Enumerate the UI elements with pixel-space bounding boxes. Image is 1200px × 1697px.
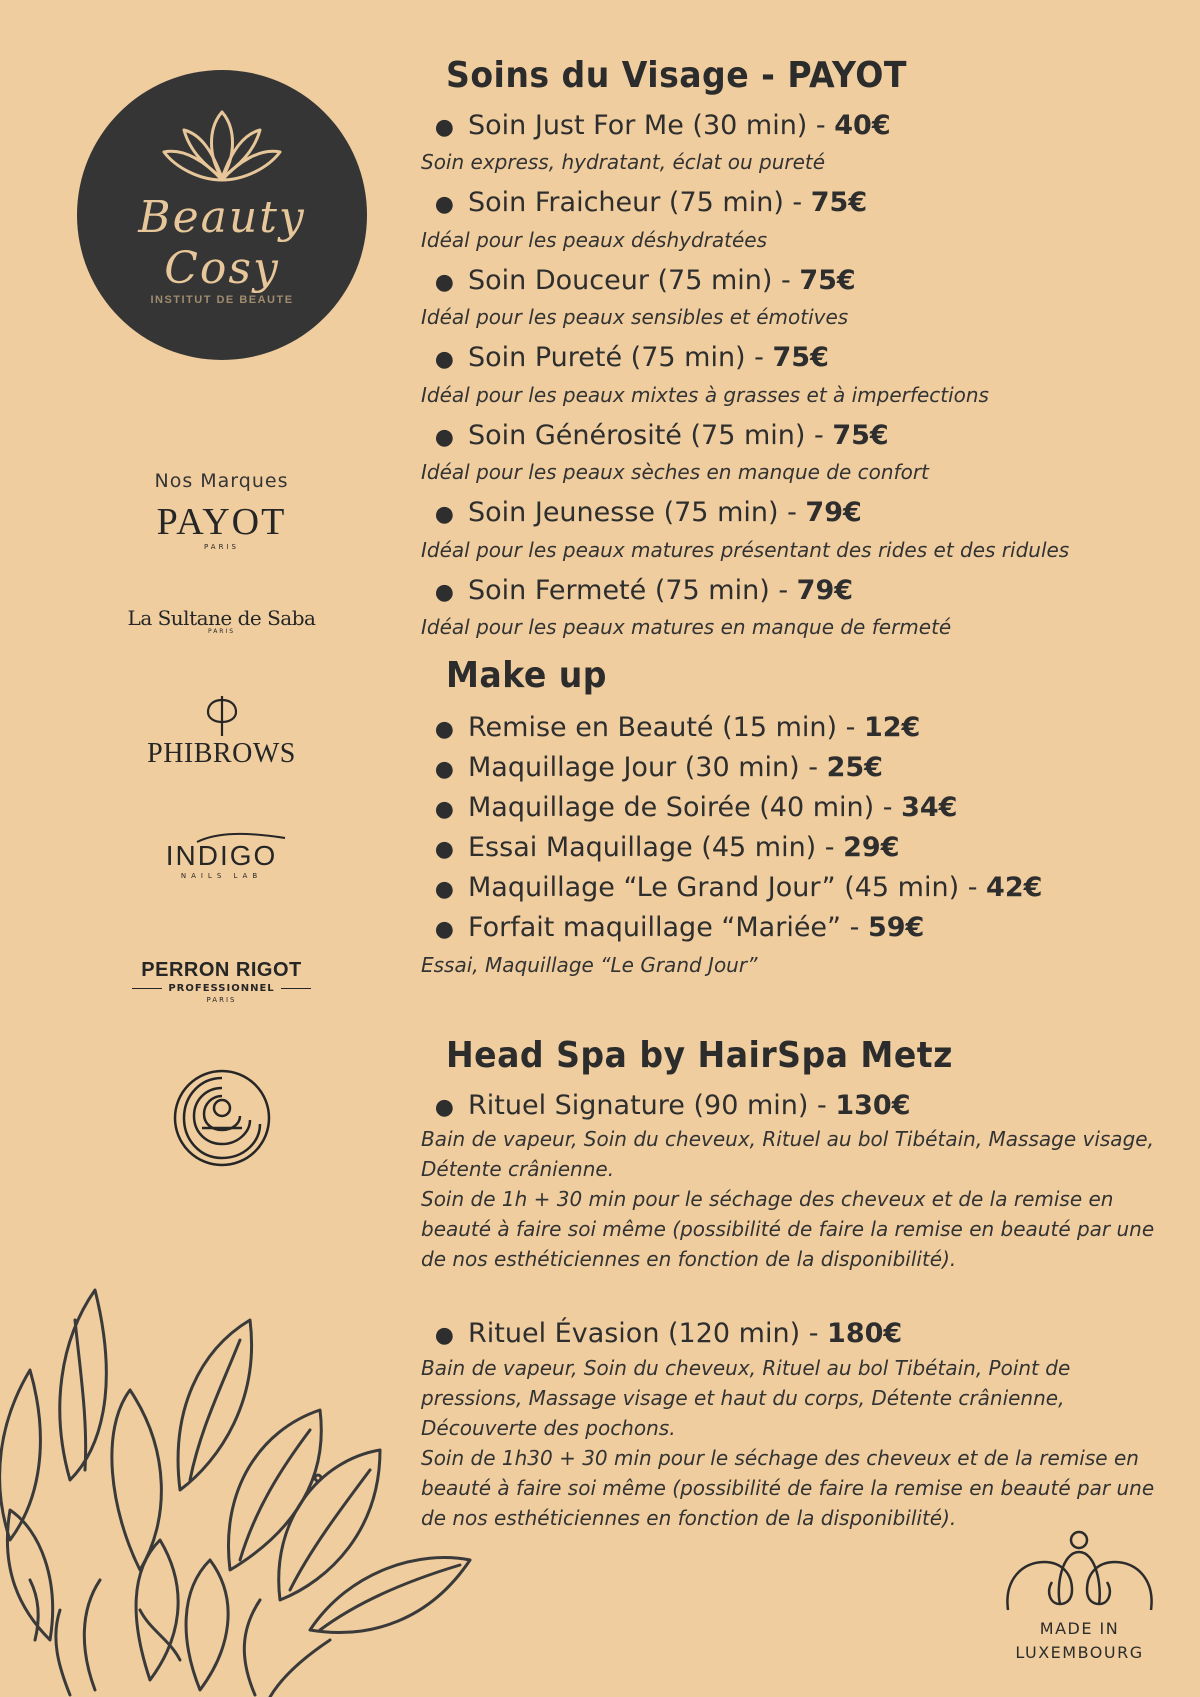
- service-price: 40€: [834, 110, 891, 141]
- service-description: Idéal pour les peaux sèches en manque de confort: [421, 460, 929, 485]
- badge-line-2: LUXEMBOURG: [1015, 1642, 1144, 1662]
- brands-title: Nos Marques: [154, 470, 289, 492]
- service-label: Forfait maquillage “Mariée” -: [468, 912, 868, 943]
- phi-symbol-icon: [202, 694, 242, 738]
- bullet-icon: ●: [434, 797, 454, 822]
- bullet-icon: ●: [434, 502, 454, 528]
- make-up-list: [421, 710, 1042, 950]
- bullet-icon: ●: [434, 269, 454, 295]
- section-make-up: [421, 655, 1042, 980]
- service-description: Soin de 1h30 + 30 min pour le séchage des cheveux et de la remise en beauté à faire soi même (possibilité de faire la remise en beauté par une de nos esthéticiennes en fonction de la disponibilité).: [421, 1445, 1155, 1530]
- list-item: [421, 790, 1042, 830]
- indigo-brand-sub: NAILS LAB: [180, 872, 263, 880]
- bullet-icon: ●: [434, 757, 454, 782]
- service-label: Soin Just For Me (30 min) -: [468, 110, 835, 141]
- service-description: Idéal pour les peaux déshydratées: [421, 227, 767, 252]
- list-item: [421, 750, 1042, 790]
- service-description: Bain de vapeur, Soin du cheveux, Rituel au bol Tibétain, Massage visage, Détente crânienne.: [421, 1127, 1154, 1182]
- service-price: 75€: [810, 187, 868, 219]
- service-label: Soin Fermeté (75 min) -: [468, 574, 797, 606]
- section-title: Soins du Visage - PAYOT: [446, 55, 907, 96]
- section-head-spa: [421, 1035, 1166, 1533]
- list-item: [421, 573, 1069, 609]
- list-item: [421, 1088, 1166, 1124]
- perron-brand-sub-row: [120, 983, 323, 994]
- bullet-icon: ●: [434, 877, 454, 902]
- service-price: 29€: [843, 832, 900, 863]
- list-item: [421, 830, 1042, 870]
- bullet-icon: ●: [434, 1095, 454, 1120]
- service-price: 79€: [796, 574, 854, 606]
- list-item: [421, 108, 1069, 144]
- payot-brand-logo: [120, 503, 323, 551]
- service-label: Soin Jeunesse (75 min) -: [468, 497, 806, 529]
- bullet-icon: ●: [434, 347, 454, 373]
- divider-line: [281, 988, 311, 989]
- list-item: [421, 710, 1042, 750]
- logo-name: Beauty Cosy: [138, 192, 306, 294]
- service-description: Idéal pour les peaux sensibles et émotives: [421, 305, 849, 330]
- service-price: 180€: [827, 1318, 903, 1350]
- list-item: [421, 263, 1069, 299]
- service-label: Rituel Évasion (120 min) -: [468, 1318, 828, 1350]
- badge-line-1: MADE IN: [1039, 1619, 1120, 1638]
- service-label: Essai Maquillage (45 min) -: [468, 832, 844, 863]
- service-label: Soin Fraicheur (75 min) -: [468, 187, 811, 219]
- service-description: Idéal pour les peaux matures présentant des rides et des ridules: [421, 537, 1070, 562]
- section-title: Head Spa by HairSpa Metz: [446, 1035, 953, 1076]
- service-price: 75€: [772, 342, 829, 374]
- list-item: [421, 910, 1042, 950]
- service-label: Soin Générosité (75 min) -: [468, 419, 833, 451]
- perron-rigot-brand-logo: [120, 960, 323, 1004]
- bullet-icon: ●: [434, 579, 454, 605]
- perron-brand-name: PERRON RIGOT: [141, 959, 302, 981]
- divider-line: [132, 988, 162, 989]
- list-item: [421, 1316, 1166, 1352]
- service-description: Soin de 1h + 30 min pour le séchage des cheveux et de la remise en beauté à faire soi même (possibilité de faire la remise en beauté par une de nos esthéticiennes en fonction de la disponibilité).: [421, 1187, 1155, 1272]
- bullet-icon: ●: [434, 717, 454, 742]
- lotus-logo-icon: [160, 108, 284, 186]
- service-price: 79€: [805, 497, 862, 529]
- service-description: Bain de vapeur, Soin du cheveux, Rituel au bol Tibétain, Point de pressions, Massage visage et haut du corps, Détente crânienne, Découverte des pochons.: [421, 1355, 1071, 1440]
- payot-brand-city: PARIS: [204, 543, 239, 551]
- hairspa-spiral-logo-icon: [172, 1068, 272, 1168]
- service-note: Essai, Maquillage “Le Grand Jour”: [421, 953, 758, 977]
- service-label: Maquillage Jour (30 min) -: [468, 752, 827, 783]
- made-in-luxembourg-badge: [1002, 1530, 1157, 1663]
- section-facial-care: [421, 55, 1069, 642]
- bullet-icon: ●: [434, 837, 454, 862]
- indigo-brand-name: INDIGO: [165, 840, 278, 871]
- spacer: [421, 1274, 1166, 1304]
- bullet-icon: ●: [434, 1323, 454, 1349]
- beauty-cosy-logo: [77, 70, 367, 360]
- service-price: 75€: [832, 419, 889, 451]
- sultane-brand-logo: [120, 608, 323, 635]
- service-label: Maquillage de Soirée (40 min) -: [468, 792, 902, 823]
- service-description: Idéal pour les peaux matures en manque de fermeté: [421, 615, 952, 640]
- section-title: Make up: [446, 655, 607, 696]
- perron-brand-sub: PROFESSIONNEL: [168, 983, 275, 994]
- bullet-icon: ●: [434, 115, 454, 140]
- list-item: [421, 185, 1069, 221]
- service-label: Rituel Signature (90 min) -: [468, 1090, 836, 1121]
- service-label: Remise en Beauté (15 min) -: [468, 712, 864, 743]
- service-label: Soin Pureté (75 min) -: [468, 342, 773, 374]
- service-description: Soin express, hydratant, éclat ou pureté: [421, 150, 826, 175]
- service-price: 42€: [986, 872, 1043, 903]
- list-item: [421, 418, 1069, 454]
- perron-brand-city: PARIS: [206, 996, 237, 1004]
- payot-brand-name: PAYOT: [156, 501, 287, 543]
- crown-icon: [1002, 1530, 1157, 1612]
- bullet-icon: ●: [434, 424, 454, 450]
- phibrows-brand-logo: [120, 694, 323, 770]
- service-description: Idéal pour les peaux mixtes à grasses et à imperfections: [421, 382, 989, 407]
- indigo-brand-logo: [120, 832, 323, 880]
- service-price: 25€: [826, 752, 883, 783]
- sultane-brand-name: La Sultane de Saba: [127, 606, 316, 630]
- phibrows-brand-name: PHIBROWS: [147, 738, 296, 769]
- service-price: 130€: [835, 1090, 911, 1121]
- bullet-icon: ●: [434, 192, 454, 218]
- service-label: Maquillage “Le Grand Jour” (45 min) -: [468, 872, 987, 903]
- sultane-brand-city: PARIS: [207, 628, 236, 635]
- service-price: 12€: [863, 712, 921, 743]
- service-price: 34€: [901, 792, 958, 823]
- service-label: Soin Douceur (75 min) -: [468, 264, 800, 296]
- list-item: [421, 495, 1069, 531]
- logo-subtitle: INSTITUT DE BEAUTE: [150, 294, 294, 306]
- bullet-icon: ●: [434, 917, 454, 942]
- list-item: [421, 870, 1042, 910]
- service-price: 75€: [799, 264, 856, 296]
- list-item: [421, 340, 1069, 376]
- service-price: 59€: [867, 912, 925, 943]
